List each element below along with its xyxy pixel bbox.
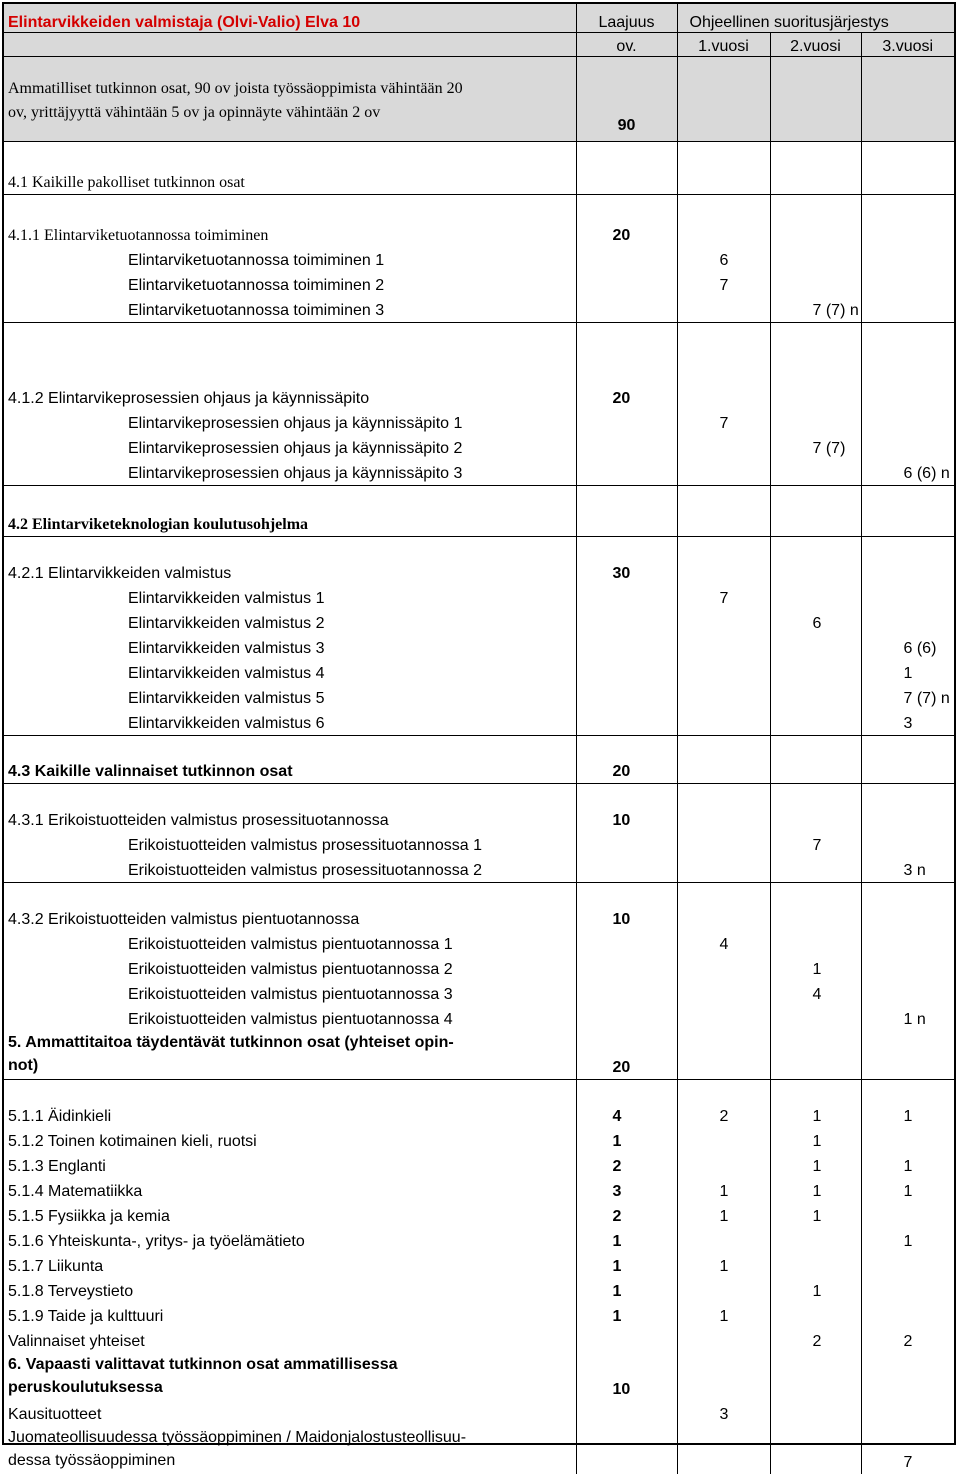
row-year-1 [677, 1426, 770, 1474]
row-year-2: 6 [770, 610, 861, 635]
table-row [4, 1353, 954, 1401]
row-ov [576, 297, 677, 323]
row-year-2 [770, 272, 861, 297]
row-label: 4.3.1 Erikoistuotteiden valmistus prosessituotannossa [4, 784, 576, 833]
row-year-1: 7 [677, 585, 770, 610]
row-label: Elintarvikeprosessien ohjaus ja käynnissäpito 3 [4, 460, 576, 486]
row-year-3: 3 n [903, 862, 926, 879]
curriculum-sheet [2, 2, 956, 1471]
table-row [4, 486, 954, 537]
row-year-3: 1 n [903, 1011, 926, 1028]
sheet-title: Elintarvikkeiden valmistaja (Olvi-Valio) Elva 10 [4, 4, 576, 33]
row-label: 5.1.6 Yhteiskunta-, yritys- ja työelämätieto [4, 1228, 576, 1253]
row-label: Elintarvikkeiden valmistus 2 [4, 610, 576, 635]
row-label: 5.1.8 Terveystieto [4, 1278, 576, 1303]
row-year-2: 7 (7) n [770, 297, 861, 323]
row-year-3 [861, 1353, 954, 1401]
row-year-3 [861, 784, 954, 833]
row-label [4, 1031, 576, 1080]
table-row [4, 1303, 954, 1328]
row-year-1 [677, 1278, 770, 1303]
row-year-2 [770, 1006, 861, 1031]
row-year-2 [770, 460, 861, 486]
row-label [4, 1353, 576, 1401]
row-year-2: 1 [770, 1178, 861, 1203]
row-year-1 [677, 1153, 770, 1178]
row-ov: 2 [576, 1203, 677, 1228]
row-year-1 [677, 142, 770, 195]
year-2-header: 2.vuosi [770, 33, 861, 57]
intro-line-2: ov, yrittäjyyttä vähintään 5 ov ja opinnäyte vähintään 2 ov [8, 104, 381, 121]
row-ov [576, 685, 677, 710]
row-ov [576, 660, 677, 685]
row-year-1 [677, 460, 770, 486]
row-year-1 [677, 1328, 770, 1353]
table-row [4, 610, 954, 635]
table-row [4, 537, 954, 586]
row-label: 4.2.1 Elintarvikkeiden valmistus [4, 537, 576, 586]
row-label: Elintarvikkeiden valmistus 3 [4, 635, 576, 660]
row-year-1 [677, 1128, 770, 1153]
row-label: Erikoistuotteiden valmistus pientuotannossa 2 [4, 956, 576, 981]
row-ov: 3 [576, 1178, 677, 1203]
row-year-1 [677, 297, 770, 323]
row-ov [576, 610, 677, 635]
row-year-3 [861, 832, 954, 857]
row-year-1 [677, 883, 770, 932]
row-year-2 [770, 195, 861, 248]
table-row [4, 272, 954, 297]
row-year-2 [770, 784, 861, 833]
table-row [4, 832, 954, 857]
row-label: Elintarvikkeiden valmistus 1 [4, 585, 576, 610]
row-ov [576, 142, 677, 195]
laajuus-label: Laajuus [576, 4, 677, 33]
row-year-3 [861, 195, 954, 248]
row-year-2 [770, 1426, 861, 1474]
row-year-2: 2 [770, 1328, 861, 1353]
row-ov [576, 247, 677, 272]
row-year-1: 2 [677, 1080, 770, 1129]
row-ov: 10 [576, 883, 677, 932]
row-year-3 [861, 435, 954, 460]
row-year-3 [861, 142, 954, 195]
table-row [4, 1401, 954, 1426]
row-label-line-1: 5. Ammattitaitoa täydentävät tutkinnon osat (yhteiset opin- [8, 1034, 454, 1051]
row-year-2 [770, 537, 861, 586]
row-year-3: 1 [903, 665, 913, 682]
row-ov: 30 [576, 537, 677, 586]
row-year-3 [861, 272, 954, 297]
row-ov [576, 585, 677, 610]
row-year-3: 6 (6) [903, 640, 937, 657]
row-year-2 [770, 410, 861, 435]
row-year-2 [770, 1401, 861, 1426]
row-ov [576, 857, 677, 883]
table-row [4, 710, 954, 736]
row-year-1 [677, 1031, 770, 1080]
row-label: Elintarviketuotannossa toimiminen 3 [4, 297, 576, 323]
row-year-3 [861, 410, 954, 435]
row-year-1: 1 [677, 1253, 770, 1278]
table-row [4, 1128, 954, 1153]
row-label: Erikoistuotteiden valmistus pientuotannossa 1 [4, 931, 576, 956]
row-label: Erikoistuotteiden valmistus pientuotannossa 3 [4, 981, 576, 1006]
row-ov: 2 [576, 1153, 677, 1178]
row-year-1 [677, 832, 770, 857]
row-label: Elintarvikkeiden valmistus 6 [4, 710, 576, 736]
row-label: Erikoistuotteiden valmistus prosessituotannossa 2 [4, 857, 576, 883]
table-row [4, 685, 954, 710]
row-label: Elintarviketuotannossa toimiminen 2 [4, 272, 576, 297]
row-year-3 [861, 736, 954, 784]
row-year-1: 1 [677, 1178, 770, 1203]
row-ov: 1 [576, 1253, 677, 1278]
row-year-3 [861, 1401, 954, 1426]
row-year-3 [861, 585, 954, 610]
row-ov [576, 410, 677, 435]
row-year-3 [861, 931, 954, 956]
row-year-1 [677, 784, 770, 833]
table-row [4, 195, 954, 248]
row-year-3 [861, 1031, 954, 1080]
row-ov [576, 981, 677, 1006]
row-label: 4.1.2 Elintarvikeprosessien ohjaus ja käynnissäpito [4, 323, 576, 411]
row-year-1 [677, 981, 770, 1006]
row-year-3 [861, 537, 954, 586]
row-ov: 1 [576, 1303, 677, 1328]
row-label [4, 1426, 576, 1474]
row-year-2 [770, 486, 861, 537]
row-year-3 [861, 486, 954, 537]
table-row [4, 736, 954, 784]
row-year-2 [770, 660, 861, 685]
row-year-1 [677, 1228, 770, 1253]
row-ov: 1 [576, 1228, 677, 1253]
row-year-2: 1 [770, 1080, 861, 1129]
row-label: 5.1.4 Matematiikka [4, 1178, 576, 1203]
row-ov [576, 1426, 677, 1474]
row-year-3 [861, 1278, 954, 1303]
row-ov: 10 [576, 784, 677, 833]
intro-line-1: Ammatilliset tutkinnon osat, 90 ov joista työssäoppimista vähintään 20 [8, 80, 463, 97]
row-label: 4.3 Kaikille valinnaiset tutkinnon osat [4, 736, 576, 784]
row-year-3 [861, 610, 954, 635]
row-label: Elintarvikeprosessien ohjaus ja käynnissäpito 2 [4, 435, 576, 460]
row-label: Erikoistuotteiden valmistus prosessituotannossa 1 [4, 832, 576, 857]
table-row [4, 635, 954, 660]
row-year-3: 6 (6) n [903, 465, 950, 482]
table-row [4, 1031, 954, 1080]
table-row [4, 1006, 954, 1031]
row-year-1 [677, 736, 770, 784]
table-row [4, 1080, 954, 1129]
table-row [4, 1426, 954, 1474]
row-year-1 [677, 435, 770, 460]
row-label: 5.1.1 Äidinkieli [4, 1080, 576, 1129]
table-row [4, 142, 954, 195]
row-year-1 [677, 660, 770, 685]
row-year-2 [770, 857, 861, 883]
row-year-2 [770, 883, 861, 932]
row-label: 5.1.2 Toinen kotimainen kieli, ruotsi [4, 1128, 576, 1153]
year-1-header: 1.vuosi [677, 33, 770, 57]
table-row [4, 1178, 954, 1203]
order-label: Ohjeellinen suoritusjärjestys [677, 4, 954, 33]
table-row [4, 460, 954, 486]
row-year-1: 1 [677, 1303, 770, 1328]
row-year-2: 7 (7) [770, 435, 861, 460]
row-ov [576, 710, 677, 736]
row-year-3 [861, 956, 954, 981]
row-year-1: 1 [677, 1203, 770, 1228]
row-label: 4.3.2 Erikoistuotteiden valmistus pientuotannossa [4, 883, 576, 932]
row-year-3: 7 [903, 1454, 913, 1471]
row-ov [576, 435, 677, 460]
row-year-2 [770, 1353, 861, 1401]
row-label-line-2: dessa työssäoppiminen [8, 1452, 176, 1469]
row-label: Valinnaiset yhteiset [4, 1328, 576, 1353]
row-year-1: 7 [677, 410, 770, 435]
row-year-1: 4 [677, 931, 770, 956]
laajuus-unit: ov. [576, 33, 677, 57]
row-year-3: 1 [903, 1158, 913, 1175]
curriculum-table [4, 4, 954, 1474]
table-row [4, 784, 954, 833]
row-year-1 [677, 710, 770, 736]
row-year-3 [861, 1128, 954, 1153]
intro-text [4, 57, 576, 142]
row-label: 4.1.1 Elintarviketuotannossa toimiminen [4, 195, 576, 248]
row-ov: 20 [576, 1031, 677, 1080]
row-year-2: 4 [770, 981, 861, 1006]
row-ov [576, 460, 677, 486]
row-year-2 [770, 1303, 861, 1328]
row-year-2 [770, 1031, 861, 1080]
row-year-2: 1 [770, 1153, 861, 1178]
table-row [4, 1328, 954, 1353]
row-year-3 [861, 1303, 954, 1328]
table-row [4, 1153, 954, 1178]
row-label: Elintarvikeprosessien ohjaus ja käynnissäpito 1 [4, 410, 576, 435]
row-year-1 [677, 1006, 770, 1031]
row-label: Elintarvikkeiden valmistus 5 [4, 685, 576, 710]
row-year-2: 1 [770, 1203, 861, 1228]
row-ov: 1 [576, 1278, 677, 1303]
row-year-3 [861, 981, 954, 1006]
row-label: 4.2 Elintarviketeknologian koulutusohjelma [4, 486, 576, 537]
table-row [4, 247, 954, 272]
row-year-3: 1 [861, 1080, 954, 1129]
row-label-line-2: peruskoulutuksessa [8, 1379, 163, 1396]
table-row [4, 981, 954, 1006]
row-year-3: 3 [903, 715, 913, 732]
row-year-2 [770, 685, 861, 710]
row-year-1 [677, 610, 770, 635]
row-year-2 [770, 1228, 861, 1253]
table-row [4, 1253, 954, 1278]
row-label-line-1: 6. Vapaasti valittavat tutkinnon osat ammatillisessa [8, 1356, 398, 1373]
row-year-2 [770, 142, 861, 195]
row-ov [576, 272, 677, 297]
table-row [4, 931, 954, 956]
row-year-3: 1 [903, 1183, 913, 1200]
row-ov [576, 956, 677, 981]
row-ov: 20 [576, 323, 677, 411]
table-row [4, 1228, 954, 1253]
table-row [4, 323, 954, 411]
row-ov [576, 832, 677, 857]
row-year-2 [770, 1253, 861, 1278]
row-ov [576, 486, 677, 537]
table-row [4, 297, 954, 323]
row-year-1 [677, 956, 770, 981]
row-year-1 [677, 857, 770, 883]
year-3-header: 3.vuosi [861, 33, 954, 57]
row-year-3 [861, 1253, 954, 1278]
row-label: Kausituotteet [4, 1401, 576, 1426]
row-year-2 [770, 635, 861, 660]
row-year-3 [861, 247, 954, 272]
row-label-line-2: not) [8, 1057, 39, 1074]
row-ov [576, 635, 677, 660]
table-row [4, 1278, 954, 1303]
table-row [4, 660, 954, 685]
row-year-2 [770, 931, 861, 956]
row-label: 5.1.5 Fysiikka ja kemia [4, 1203, 576, 1228]
row-year-2 [770, 736, 861, 784]
row-label: Erikoistuotteiden valmistus pientuotannossa 4 [4, 1006, 576, 1031]
row-label: Elintarviketuotannossa toimiminen 1 [4, 247, 576, 272]
row-year-3 [861, 1203, 954, 1228]
row-label: Elintarvikkeiden valmistus 4 [4, 660, 576, 685]
table-row [4, 857, 954, 883]
row-year-2: 1 [770, 1128, 861, 1153]
table-row [4, 956, 954, 981]
row-year-3: 7 (7) n [903, 690, 950, 707]
row-year-1 [677, 195, 770, 248]
row-year-1 [677, 635, 770, 660]
row-year-1 [677, 685, 770, 710]
row-year-3: 1 [903, 1233, 913, 1250]
row-label: 4.1 Kaikille pakolliset tutkinnon osat [4, 142, 576, 195]
row-year-3 [861, 297, 954, 323]
intro-ov: 90 [576, 57, 677, 142]
row-year-2: 7 [770, 832, 861, 857]
row-ov [576, 1328, 677, 1353]
row-ov: 20 [576, 195, 677, 248]
row-year-2 [770, 247, 861, 272]
row-year-2: 1 [770, 956, 861, 981]
row-ov [576, 1401, 677, 1426]
table-row [4, 410, 954, 435]
row-year-1: 7 [677, 272, 770, 297]
header-blank [4, 33, 576, 57]
row-ov [576, 931, 677, 956]
row-year-1 [677, 486, 770, 537]
table-row [4, 883, 954, 932]
row-label: 5.1.3 Englanti [4, 1153, 576, 1178]
table-row [4, 435, 954, 460]
row-year-2 [770, 323, 861, 411]
row-year-3 [861, 883, 954, 932]
table-row [4, 1203, 954, 1228]
row-ov: 10 [576, 1353, 677, 1401]
row-label-line-1: Juomateollisuudessa työssäoppiminen / Maidonjalostusteollisuu- [8, 1429, 467, 1446]
row-year-2: 1 [770, 1278, 861, 1303]
row-ov [576, 1006, 677, 1031]
row-year-1: 6 [677, 247, 770, 272]
table-row [4, 585, 954, 610]
row-ov: 20 [576, 736, 677, 784]
row-ov: 4 [576, 1080, 677, 1129]
row-year-3: 2 [903, 1333, 913, 1350]
row-label: 5.1.9 Taide ja kulttuuri [4, 1303, 576, 1328]
row-year-2 [770, 710, 861, 736]
row-year-2 [770, 585, 861, 610]
row-year-1 [677, 537, 770, 586]
row-year-1: 3 [677, 1401, 770, 1426]
row-ov: 1 [576, 1128, 677, 1153]
row-label: 5.1.7 Liikunta [4, 1253, 576, 1278]
row-year-3 [861, 323, 954, 411]
row-year-1 [677, 1353, 770, 1401]
row-year-1 [677, 323, 770, 411]
